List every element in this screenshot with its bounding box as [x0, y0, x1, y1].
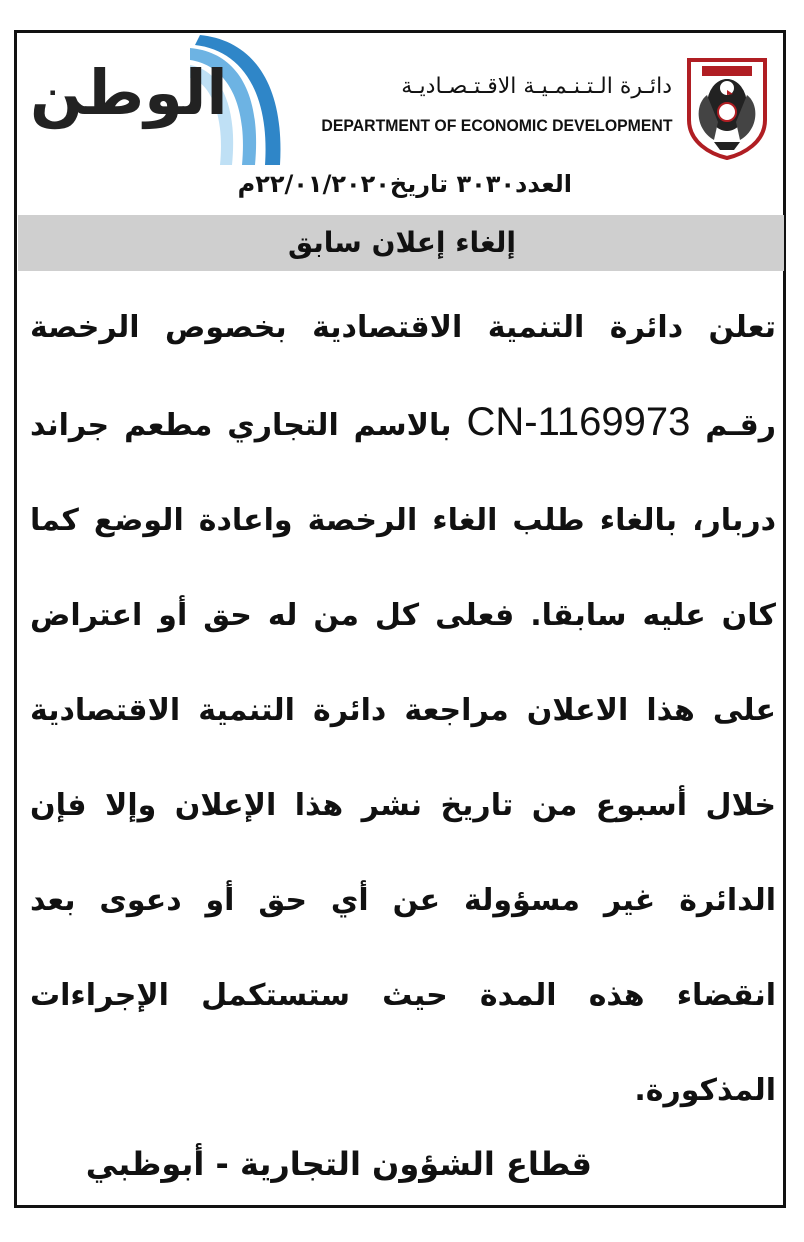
- license-number: CN-1169973: [466, 400, 691, 444]
- notice-body-part2: بالاسم التجاري مطعم جراند دربار، بالغاء طلب الغاء الرخصة واعادة الوضع كما كان عليه سابقا. فعلى كل من له حق أو اعتراض على هذا الاعلان مراجعة دائرة التنمية الاقتصادية خلال أسبوع من تاريخ نشر هذا الإعلان وإلا فإن الدائرة غير مسؤولة عن أي حق أو دعوى بعد انقضاء هذه المدة حيث ستستكمل الإجراءات المذكورة.: [30, 408, 776, 1108]
- signature-sector: قطاع الشؤون التجارية - أبوظبي: [85, 1145, 592, 1183]
- newspaper-logo: الوطن: [30, 56, 228, 129]
- department-name-arabic: دائـرة الـتـنـمـيـة الاقـتـصـاديـة: [401, 74, 672, 99]
- issue-date-line: العدد٣٠٣٠ تاريخ٢٢/٠١/٢٠٢٠م: [237, 170, 572, 198]
- notice-body: [30, 280, 776, 1138]
- notice-title: إلغاء إعلان سابق: [288, 226, 516, 259]
- falcon-emblem-icon: [684, 50, 770, 160]
- notice-body-part1: تعلن دائرة التنمية الاقتصادية بخصوص الرخصة رقـم: [30, 310, 776, 443]
- department-name-english: DEPARTMENT OF ECONOMIC DEVELOPMENT: [320, 116, 672, 135]
